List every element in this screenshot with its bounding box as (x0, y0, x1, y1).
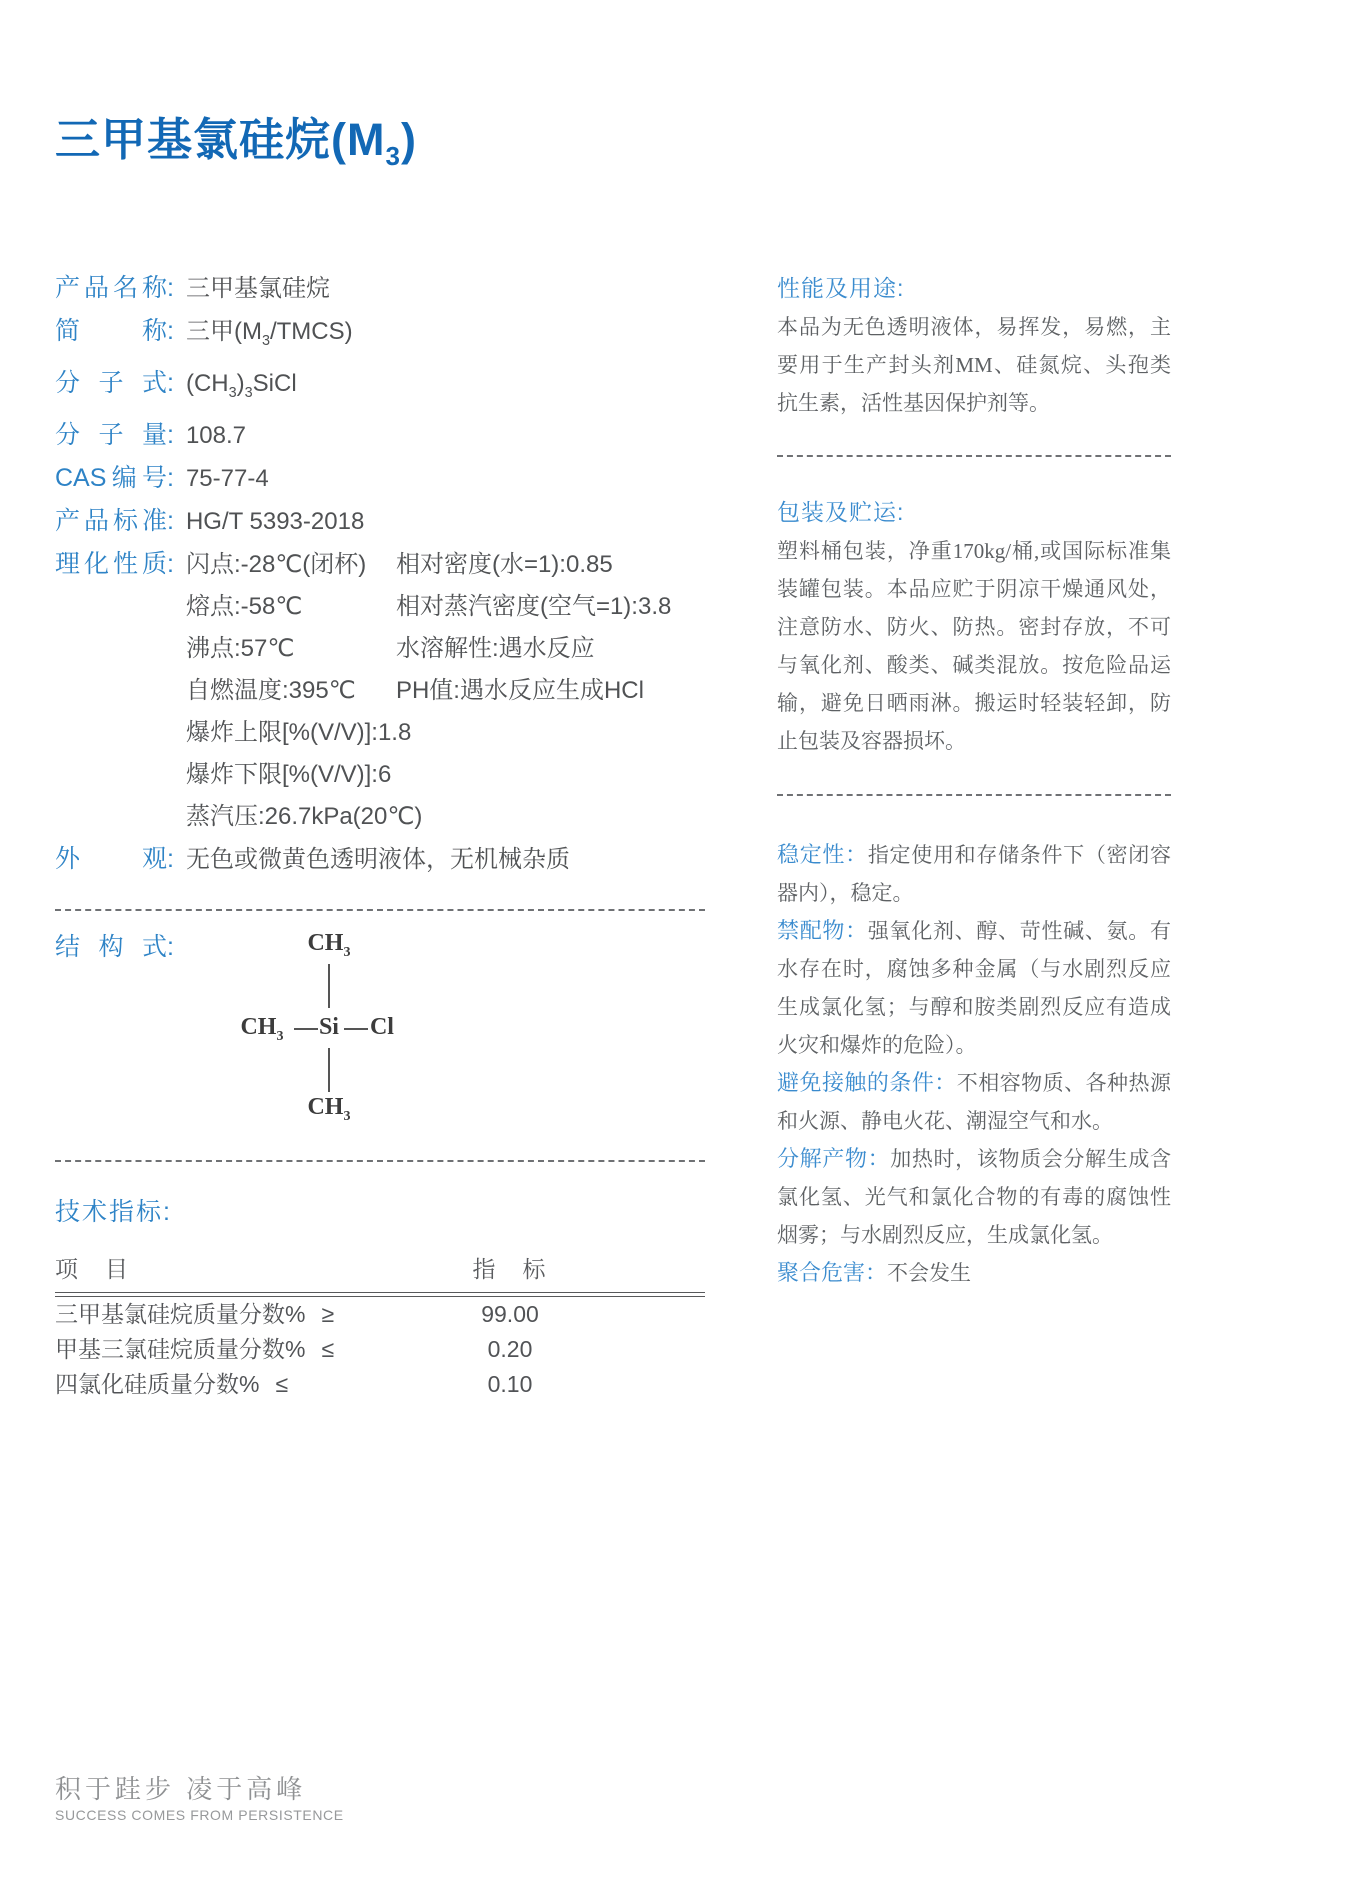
packaging-body: 塑料桶包装，净重170kg/桶,或国际标准集装罐包装。本品应贮于阴凉干燥通风处，注意防水、防火、防热。密封存放，不可与氧化剂、酸类、碱类混放。按危险品运输，避免日晒雨淋。搬运时轻装轻卸，防止包装及容器损坏。 (777, 539, 1171, 753)
bond-line (328, 1048, 330, 1092)
atom-cl: Cl (369, 1013, 394, 1040)
footer-slogan (55, 1774, 344, 1824)
table-row (55, 1297, 705, 1332)
structural-formula-diagram (240, 929, 474, 1126)
spec-operator: ≥ (321, 1300, 335, 1327)
column-header-item: 项 目 (55, 1255, 130, 1282)
spec-table-header (55, 1254, 705, 1284)
field-label: 简称 (55, 317, 167, 345)
performance-body: 本品为无色透明液体，易挥发，易燃，主要用于生产封头剂MM、硅氮烷、头孢类抗生素，活性基因保护剂等。 (777, 315, 1171, 415)
safety-paragraph-polymerization (777, 1254, 1171, 1292)
info-row-molecular-weight (55, 414, 705, 457)
spec-table (55, 1254, 705, 1402)
table-row (55, 1367, 705, 1402)
field-colon: : (167, 932, 174, 961)
field-colon: : (167, 274, 174, 302)
field-value: HG/T 5393-2018 (185, 507, 365, 535)
info-row-cas-number (55, 457, 705, 500)
safety-body: 不会发生 (887, 1261, 972, 1285)
field-value: 75-77-4 (185, 464, 269, 492)
phys-properties-list (186, 544, 671, 838)
field-label: 分子式 (55, 368, 167, 397)
safety-body: 加热时，该物质会分解生成含氯化氢、光气和氯化合物的有毒的腐蚀性烟雾；与水剧烈反应，生成氯化氢。 (777, 1147, 1171, 1247)
field-value: 108.7 (185, 421, 247, 449)
phys-row: 自燃温度:395℃ PH值:遇水反应生成HCl (185, 676, 644, 704)
slogan-english: SUCCESS COMES FROM PERSISTENCE (55, 1807, 344, 1823)
right-column (777, 267, 1171, 1402)
structure-section (55, 930, 705, 1126)
field-label: 产品标准 (55, 506, 167, 535)
field-label: 理化性质 (55, 549, 167, 578)
spec-item: 四氯化硅质量分数% (55, 1370, 260, 1397)
info-row-appearance (55, 838, 705, 881)
field-value: 无色或微黄色透明液体，无机械杂质 (185, 845, 570, 873)
atom-ch3-bottom: $CH_3$ (307, 1093, 351, 1124)
phys-row: 爆炸下限[%(V/V)]:6 (185, 760, 392, 788)
info-row-short-name (55, 310, 705, 362)
phys-row: 熔点:-58℃ 相对蒸汽密度(空气=1):3.8 (185, 592, 672, 620)
phys-row: 爆炸上限[%(V/V)]:1.8 (185, 718, 412, 746)
field-colon: : (167, 549, 174, 578)
field-value: 三甲基氯硅烷 (185, 275, 330, 302)
divider (777, 794, 1171, 796)
safety-label: 避免接触的条件： (777, 1070, 957, 1095)
safety-paragraph-decomposition (777, 1140, 1171, 1254)
safety-label: 分解产物： (777, 1146, 891, 1171)
field-label: CAS编号 (55, 463, 167, 492)
atom-si: Si (318, 1013, 339, 1040)
datasheet-page (0, 112, 1371, 1823)
phys-row: 闪点:-28℃(闭杯) 相对密度(水=1):0.85 (185, 550, 613, 578)
divider (55, 1160, 705, 1162)
bond-line (328, 964, 330, 1008)
field-label: 结构式 (55, 932, 167, 961)
spec-operator: ≤ (321, 1335, 335, 1362)
info-row-product-standard (55, 500, 705, 543)
field-colon: : (167, 463, 174, 492)
safety-body: 强氧化剂、醇、苛性碱、氨。有水存在时，腐蚀多种金属（与水剧烈反应生成氯化氢；与醇和胺类剧烈反应有造成火灾和爆炸的危险）。 (777, 919, 1171, 1057)
bond-line (344, 1028, 368, 1030)
column-header-index: 指 标 (472, 1255, 548, 1282)
packaging-heading: 包装及贮运: (777, 499, 905, 525)
field-colon: : (167, 317, 174, 345)
table-row (55, 1332, 705, 1367)
field-colon: : (167, 506, 174, 535)
safety-label: 聚合危害： (777, 1260, 888, 1285)
phys-row: 沸点:57℃ 水溶解性:遇水反应 (185, 634, 595, 662)
info-row-product-name (55, 267, 705, 310)
safety-paragraph-stability (777, 836, 1171, 912)
safety-paragraph-conditions-to-avoid (777, 1064, 1171, 1140)
field-colon: : (167, 368, 174, 397)
field-value: 三甲$(M_3/TMCS)$ (185, 318, 353, 349)
field-value: $(CH_3)_3SiCl$ (185, 369, 297, 401)
field-colon: : (167, 844, 174, 873)
left-column (55, 267, 705, 1402)
field-label: 外观 (55, 844, 167, 873)
info-row-molecular-formula (55, 362, 705, 414)
bond-line (294, 1028, 318, 1030)
spec-value: 0.10 (487, 1370, 533, 1397)
page-title: 三甲基氯硅烷$(M_3)$ (55, 114, 417, 171)
safety-body: 指定使用和存储条件下（密闭容器内），稳定。 (777, 843, 1171, 905)
spec-item: 三甲基氯硅烷质量分数% (55, 1300, 306, 1327)
info-row-physicochemical (55, 543, 705, 838)
safety-paragraph-incompatibles (777, 912, 1171, 1064)
performance-heading: 性能及用途: (777, 275, 905, 301)
field-colon: : (167, 420, 174, 449)
field-label: 分子量 (55, 420, 167, 449)
spec-item: 甲基三氯硅烷质量分数% (55, 1335, 306, 1362)
safety-body: 不相容物质、各种热源和火源、静电火花、潮湿空气和水。 (777, 1071, 1171, 1133)
slogan-chinese: 积于跬步 凌于高峰 (55, 1774, 307, 1804)
atom-ch3-left: $CH_3$ (240, 1013, 284, 1044)
atom-ch3-top: $CH_3$ (307, 929, 351, 960)
phys-row: 蒸汽压:26.7kPa(20℃) (185, 802, 423, 830)
spec-value: 0.20 (487, 1335, 533, 1362)
spec-operator: ≤ (275, 1370, 289, 1397)
spec-value: 99.00 (481, 1300, 539, 1327)
content-columns (55, 267, 1316, 1402)
safety-label: 稳定性： (777, 842, 868, 867)
safety-label: 禁配物： (777, 918, 868, 943)
divider (55, 909, 705, 911)
divider (777, 455, 1171, 457)
specs-heading: 技术指标: (55, 1197, 172, 1226)
field-label: 产品名称 (55, 274, 167, 302)
